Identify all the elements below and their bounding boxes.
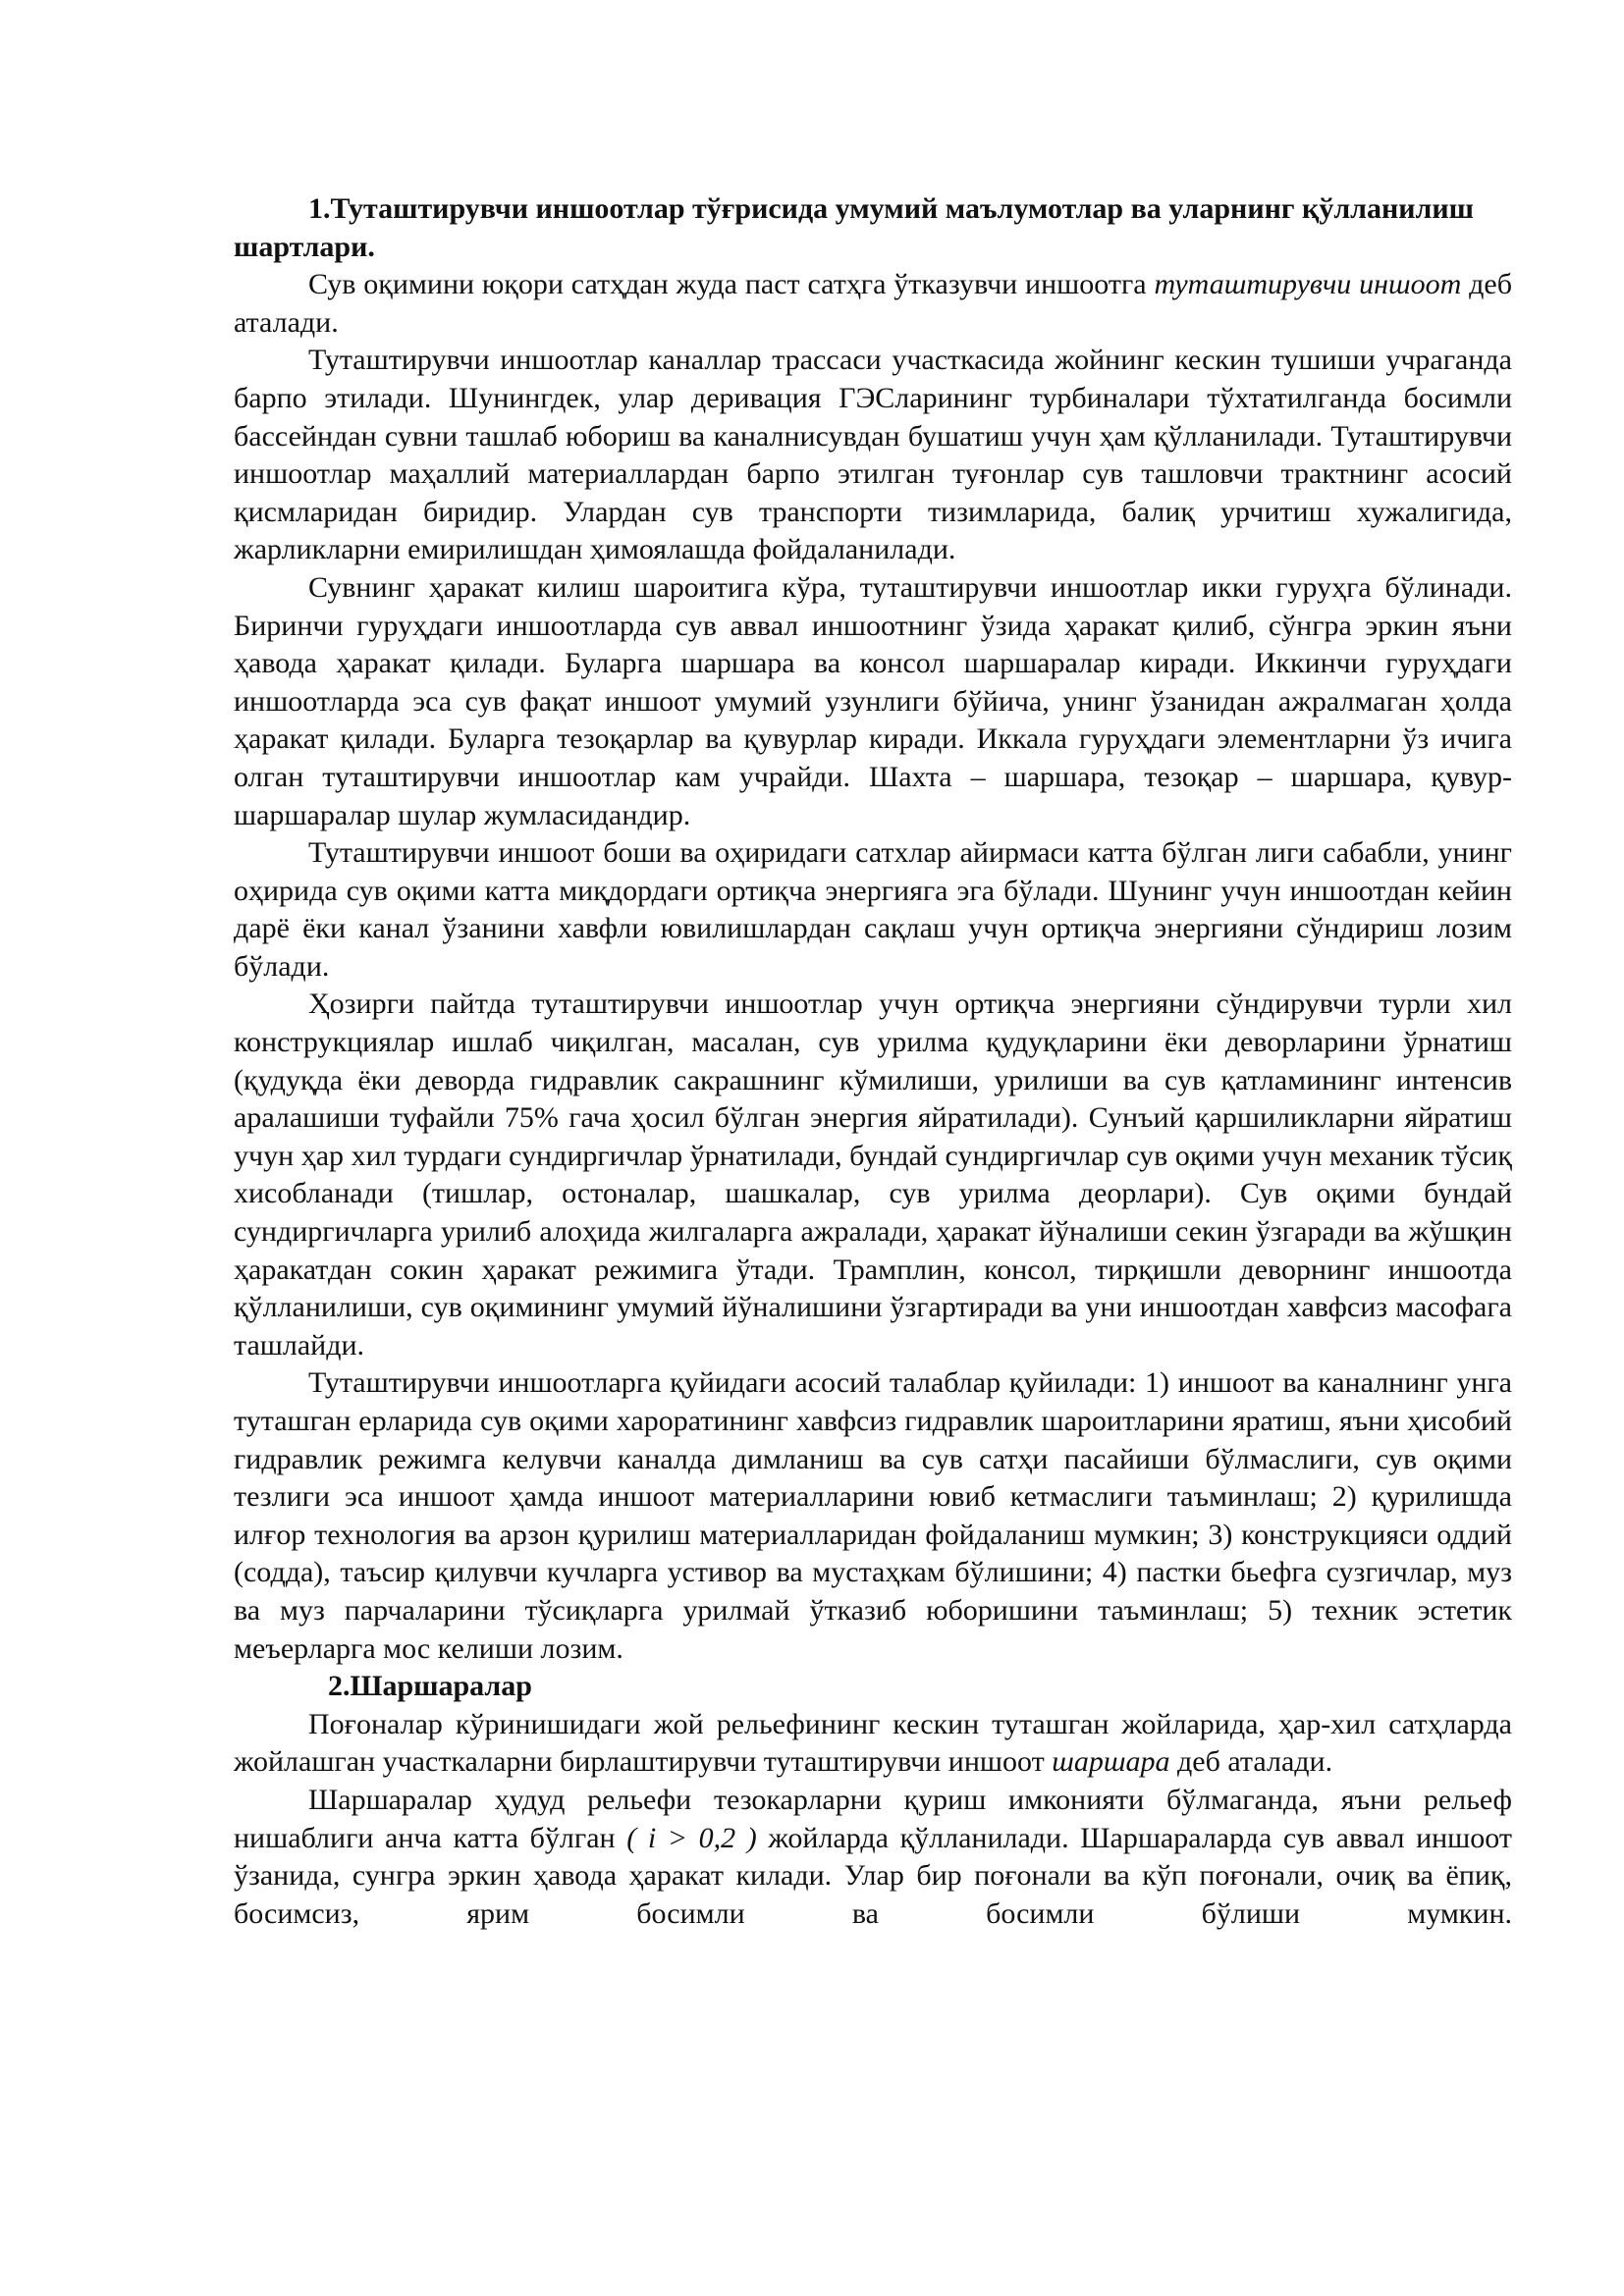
section-1-heading: 1.Туташтирувчи иншоотлар тўғрисида умумий маълумотлар ва уларнинг қўлланилиш шартлари. — [234, 192, 1474, 263]
document-page — [234, 190, 1512, 1933]
section-2-heading: 2.Шаршаралар — [328, 1670, 532, 1703]
section-1-paragraph-5: Ҳозирги пайтда туташтирувчи иншоотлар учун ортиқча энергияни сўндирувчи турли хил конструкциялар ишлаб чиқилган, масалан, сув урилма қудуқларини ёки деворларини ўрнатиш (қудуқда ёки деворда гидравлик сакрашнинг кўмилиши, урилиши ва сув қатламининг интенсив аралашиши туфайли 75% гача ҳосил бўлган энергия яйратилади). Сунъий қаршиликларни яйратиш учун ҳар хил турдаги сундиргичлар ўрнатилади, бундай сундиргичлар сув оқими учун механик тўсиқ хисобланади (тишлар, остоналар, шашкалар, сув урилма деорлари). Сув оқими бундай сундиргичларга урилиб алоҳида жилгаларга ажралади, ҳаракат йўналиши секин ўзгаради ва жўшқин ҳаракатдан сокин ҳаракат режимига ўтади. Трамплин, консол, тирқишли деворнинг иншоотда қўлланилиши, сув оқимининг умумий йўналишини ўзгартиради ва уни иншоотдан хавфсиз масофага ташлайди. — [234, 988, 1512, 1362]
paragraph-text: Шаршаралар ҳудуд рельефи тезокарларни қуриш имконияти бўлмаганда, яъни рельеф нишаблиги анча катта бўлган — [234, 1783, 1512, 1854]
section-2-paragraph-1 — [234, 1706, 1512, 1782]
section-2-paragraph-2 — [234, 1782, 1512, 1933]
paragraph-text: жойларда қўлланилади. Шаршараларда сув аввал иншоот ўзанида, сунгра эркин ҳавода ҳаракат килади. Улар бир поғонали ва кўп поғонали, очиқ ва ёпиқ, босимсиз, ярим босимли ва босимли бўлиши мумкин. — [234, 1821, 1512, 1930]
defined-term: туташтирувчи иншоот — [1154, 268, 1462, 301]
paragraph-text: деб аталади. — [234, 268, 1512, 339]
defined-term: шаршара — [1052, 1745, 1170, 1779]
section-1-paragraph-2: Туташтирувчи иншоотлар каналлар трассаси участкасида жойнинг кескин тушиши учраганда барпо этилади. Шунингдек, улар деривация ГЭСларининг турбиналари тўхтатилганда босимли бассейндан сувни ташлаб юбориш ва каналнисувдан бушатиш учун ҳам қўлланилади. Туташтирувчи иншоотлар маҳаллий материаллардан барпо этилган туғонлар сув ташловчи трактнинг асосий қисмларидан биридир. Улардан сув транспорти тизимларида, балиқ урчитиш хужалигида, жарликларни емирилишдан ҳимоялашда фойдаланилади. — [234, 344, 1512, 566]
section-1-paragraph-1 — [234, 266, 1512, 342]
paragraph-text: Поғоналар кўринишидаги жой рельефининг кескин туташган жойларида, ҳар-хил сатҳларда жойлашган участкаларни бирлаштирувчи туташтирувчи иншоот — [234, 1707, 1512, 1779]
paragraph-text: деб аталади. — [1169, 1745, 1333, 1779]
slope-formula: ( i > 0,2 ) — [626, 1821, 757, 1854]
section-1-paragraph-4: Туташтирувчи иншоот боши ва оҳиридаги сатхлар айирмаси катта бўлган лиги сабабли, унинг оҳирида сув оқими катта миқдордаги ортиқча энергияга эга бўлади. Шунинг учун иншоотдан кейин дарё ёки канал ўзанини хавфли ювилишлардан сақлаш учун ортиқча энергияни сўндириш лозим бўлади. — [234, 836, 1512, 983]
section-1-paragraph-3: Сувнинг ҳаракат килиш шароитига кўра, туташтирувчи иншоотлар икки гуруҳга бўлинади. Биринчи гуруҳдаги иншоотларда сув аввал иншоотнинг ўзида ҳаракат қилиб, сўнгра эркин яъни ҳавода ҳаракат қилади. Буларга шаршара ва консол шаршаралар киради. Иккинчи гуруҳдаги иншоотларда эса сув фақат иншоот умумий узунлиги бўйича, унинг ўзанидан ажралмаган ҳолда ҳаракат қилади. Буларга тезоқарлар ва қувурлар киради. Иккала гуруҳдаги элементларни ўз ичига олган туташтирувчи иншоотлар кам учрайди. Шахта – шаршара, тезоқар – шаршара, қувур-шаршаралар шулар жумласидандир. — [234, 570, 1512, 831]
paragraph-text: Сув оқимини юқори сатҳдан жуда паст сатҳга ўтказувчи иншоотга — [308, 268, 1155, 301]
section-1-paragraph-6: Туташтирувчи иншоотларга қуйидаги асосий талаблар қуйилади: 1) иншоот ва каналнинг унга туташган ерларида сув оқими хароратининг хавфсиз гидравлик шароитларини яратиш, яъни ҳисобий гидравлик режимга келувчи каналда димланиш ва сув сатҳи пасайиши бўлмаслиги, сув оқими тезлиги эса иншоот ҳамда иншоот материалларини ювиб кетмаслиги таъминлаш; 2) қурилишда илғор технология ва арзон қурилиш материалларидан фойдаланиш мумкин; 3) конструкцияси оддий (содда), таъсир қилувчи кучларга устивор ва мустаҳкам бўлишини; 4) пастки бьефга сузгичлар, муз ва муз парчаларини тўсиқларга урилмай ўтказиб юборишини таъминлаш; 5) техник эстетик меъерларга мос келиши лозим. — [234, 1366, 1512, 1665]
